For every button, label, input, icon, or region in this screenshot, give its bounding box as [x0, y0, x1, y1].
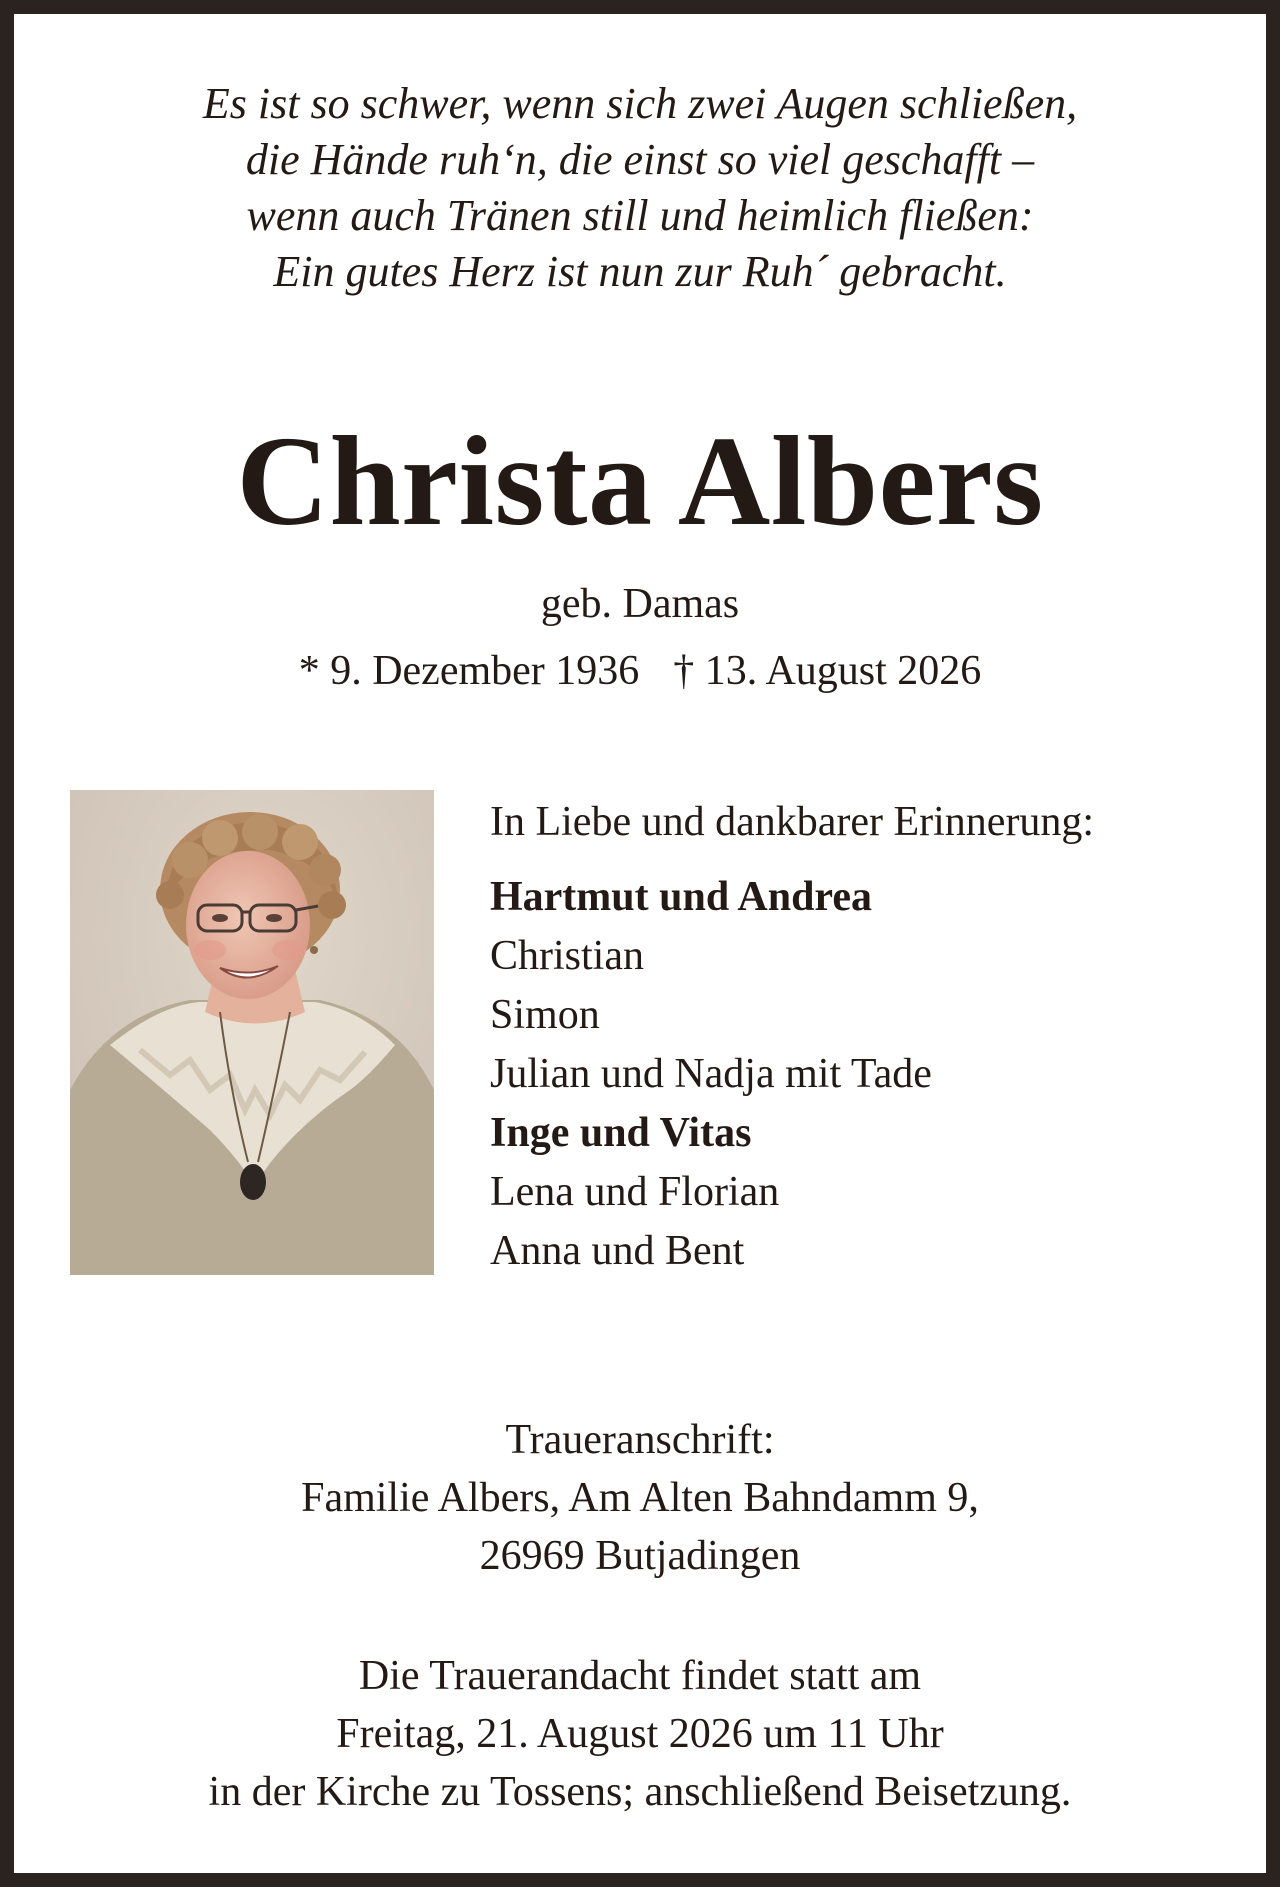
- mourner-name: Hartmut und Andrea: [490, 874, 872, 920]
- poem-line: wenn auch Tränen still und heimlich fließen:: [246, 191, 1034, 240]
- mourner-name: Christian: [490, 933, 644, 979]
- poem-line: Es ist so schwer, wenn sich zwei Augen schließen,: [202, 79, 1078, 128]
- birth-date: * 9. Dezember 1936: [298, 648, 640, 694]
- mourner-name: Lena und Florian: [490, 1169, 780, 1215]
- address-label: Traueranschrift:: [505, 1417, 775, 1463]
- death-date: † 13. August 2026: [673, 648, 982, 694]
- mourners-intro: In Liebe und dankbarer Erinnerung:: [490, 799, 1095, 845]
- service-info: [14, 1647, 1266, 1821]
- address-line: 26969 Butjadingen: [479, 1533, 801, 1579]
- poem-line: Ein gutes Herz ist nun zur Ruh´ gebracht.: [273, 247, 1007, 296]
- memorial-poem: [14, 76, 1266, 300]
- service-line: Freitag, 21. August 2026 um 11 Uhr: [336, 1711, 944, 1757]
- life-dates: [14, 646, 1266, 696]
- mourners-list: [490, 793, 1094, 1281]
- mourner-name: Inge und Vitas: [490, 1110, 752, 1156]
- mourner-name: Julian und Nadja mit Tade: [490, 1051, 932, 1097]
- maiden-name: geb. Damas: [540, 581, 740, 627]
- portrait-photo: [70, 790, 434, 1275]
- poem-line: die Hände ruh‘n, die einst so viel geschafft –: [245, 135, 1035, 184]
- deceased-name: Christa Albers: [236, 410, 1044, 552]
- service-line: Die Trauerandacht findet statt am: [358, 1653, 922, 1699]
- address-line: Familie Albers, Am Alten Bahndamm 9,: [301, 1475, 979, 1521]
- mourning-address: [14, 1411, 1266, 1585]
- mourner-name: Simon: [490, 992, 600, 1038]
- mourner-name: Anna und Bent: [490, 1228, 745, 1274]
- service-line: in der Kirche zu Tossens; anschließend Beisetzung.: [208, 1769, 1072, 1815]
